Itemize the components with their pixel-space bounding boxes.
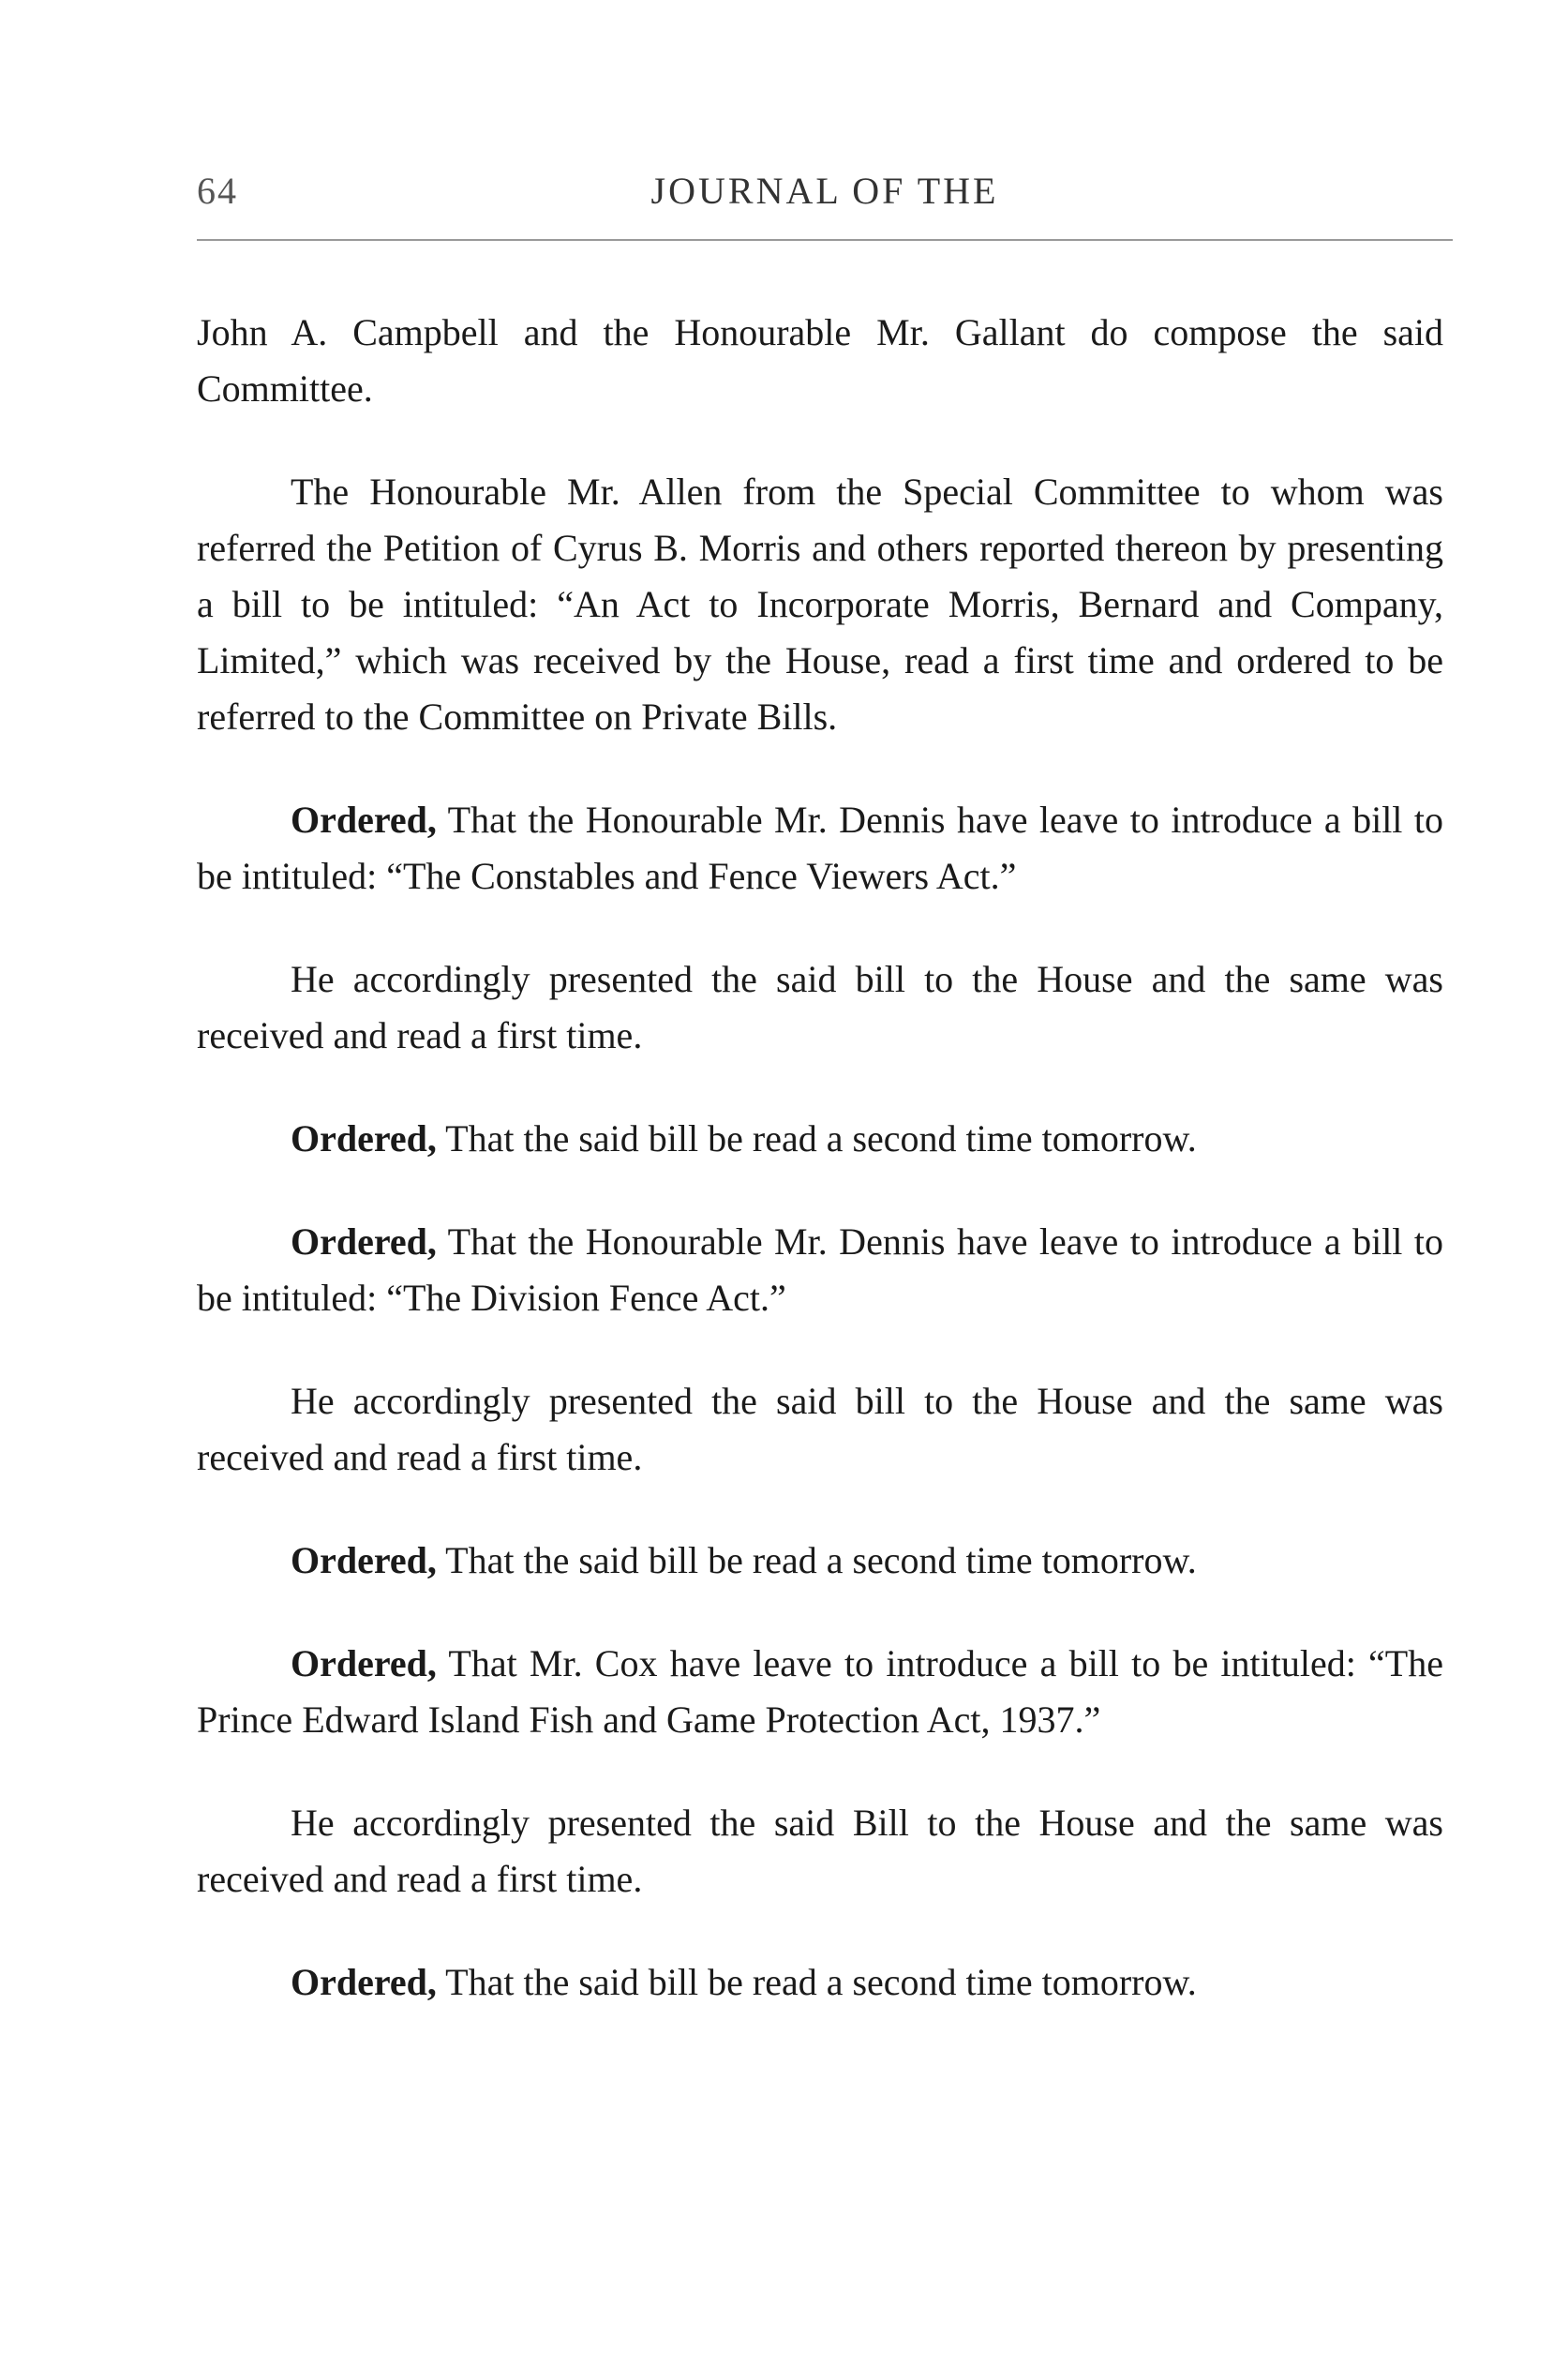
ordered-paragraph xyxy=(197,1533,1443,1589)
paragraph xyxy=(197,1373,1443,1486)
ordered-paragraph xyxy=(197,792,1443,905)
paragraph-text: He accordingly presented the said bill to the House and the same was received and read a first time. xyxy=(197,1380,1443,1478)
ordered-paragraph xyxy=(197,1636,1443,1748)
page-header xyxy=(197,169,1453,225)
page-number: 64 xyxy=(197,170,238,212)
paragraph-text: The Honourable Mr. Allen from the Special Committee to whom was referred the Petition of Cyrus B. Morris and others reported thereon by presenting a bill to be intituled: “An Act to Incorporate Morris, Bernard and Company, Limited,” which was received by the House, read a first time and ordered to be referred to the Committee on Private Bills. xyxy=(197,471,1443,738)
ordered-paragraph xyxy=(197,1954,1443,2011)
ordered-label: Ordered, xyxy=(291,1220,437,1263)
paragraph-text: He accordingly presented the said bill to the House and the same was received and read a first time. xyxy=(197,958,1443,1056)
paragraph-text: That the Honourable Mr. Dennis have leave to introduce a bill to be intituled: “The Constables and Fence Viewers Act.” xyxy=(197,799,1443,897)
header-rule xyxy=(197,239,1453,241)
paragraph-text: That the said bill be read a second time tomorrow. xyxy=(436,1539,1197,1581)
paragraph-text: That the said bill be read a second time tomorrow. xyxy=(436,1117,1197,1160)
paragraph xyxy=(197,1795,1443,1908)
ordered-label: Ordered, xyxy=(291,799,437,841)
ordered-paragraph xyxy=(197,1214,1443,1326)
ordered-label: Ordered, xyxy=(291,1642,437,1684)
paragraph-text: That Mr. Cox have leave to introduce a bill to be intituled: “The Prince Edward Island Fish and Game Protection Act, 1937.” xyxy=(197,1642,1443,1741)
paragraph xyxy=(197,464,1443,745)
paragraph xyxy=(197,951,1443,1064)
paragraph xyxy=(197,305,1443,417)
running-head: JOURNAL OF THE xyxy=(650,170,999,212)
ordered-label: Ordered, xyxy=(291,1539,437,1581)
paragraph-text: That the Honourable Mr. Dennis have leave to introduce a bill to be intituled: “The Division Fence Act.” xyxy=(197,1220,1443,1319)
paragraph-text: He accordingly presented the said Bill to the House and the same was received and read a first time. xyxy=(197,1802,1443,1900)
ordered-paragraph xyxy=(197,1111,1443,1167)
paragraph-text: John A. Campbell and the Honourable Mr. Gallant do compose the said Committee. xyxy=(197,311,1443,410)
ordered-label: Ordered, xyxy=(291,1961,437,2003)
paragraph-text: That the said bill be read a second time tomorrow. xyxy=(436,1961,1197,2003)
ordered-label: Ordered, xyxy=(291,1117,437,1160)
journal-body xyxy=(197,305,1443,2057)
